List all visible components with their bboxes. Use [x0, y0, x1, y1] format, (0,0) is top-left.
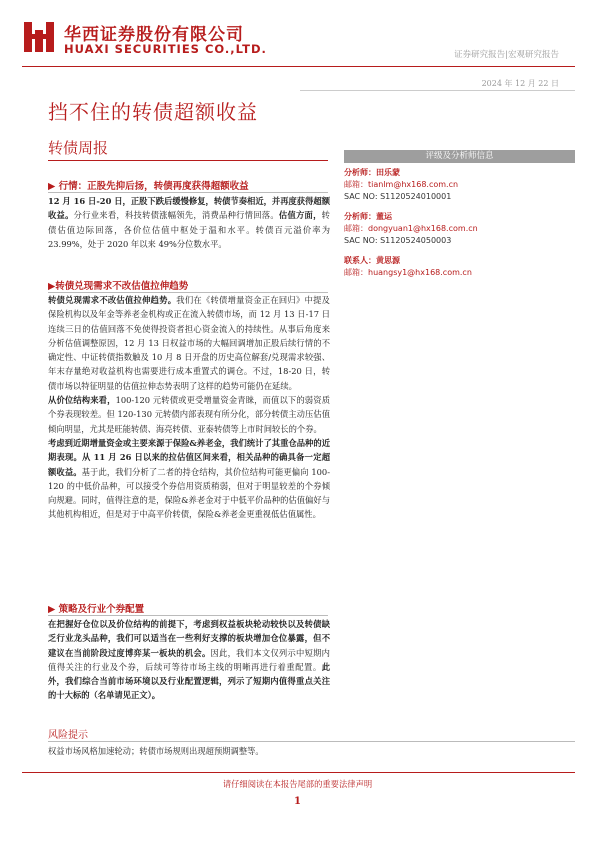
valuation-text: 转债估值边际回落，各价位估值中枢处于温和水平。转债百元溢价率为 23.99%，处于 2020 年以来 49%分位数水平。: [48, 210, 330, 249]
date-divider: [300, 90, 575, 91]
trend-text: 我们在《转债增量资金正在回归》中提及保险机构以及年金等养老金机构或正在流入转债市场，而 12 月 13 日-17 日连续三日的估值回落不免使得投资者担心资金流入的持续性。从事后角度来分析估值调整原因，12 月 13 日权益市场的大幅回调增加正股后续行情的不确定性、中证转债指数触及 10 月 8 日开盘的历史高位解套/兑现需求较强、年末存量绝对收益机构也需要进行成本重置式的调仓。不过，18-20 日，转债市场以特征明显的估值拉伸态势表明了这样的趋势可能仍在延续。: [48, 295, 330, 391]
section-body-strategy: [48, 617, 330, 703]
contact-entry: [344, 255, 575, 279]
company-logo-icon: [22, 20, 56, 54]
report-date: 2024 年 12 月 22 日: [481, 79, 559, 88]
price-structure-lead: 从价位结构来看，: [48, 395, 116, 406]
analyst-name: 分析师：田乐蒙: [344, 168, 400, 177]
valuation-lead: 估值方面，: [278, 210, 322, 221]
header-divider: [22, 66, 575, 67]
risk-divider: [48, 741, 575, 742]
footer-divider: [22, 772, 575, 773]
section-divider: [48, 192, 328, 193]
analyst-email[interactable]: 邮箱：dongyuan1@hx168.com.cn: [344, 224, 478, 233]
analyst-sac: SAC NO: S1120524050003: [344, 236, 452, 245]
top-picks-text: 此外，我们综合当前市场环境以及行业配置逻辑，列示了短期内值得重点关注的十大标的（名单请见正文）。: [48, 661, 330, 701]
contact-name: 联系人：黄思源: [344, 256, 400, 265]
analyst-entry: [344, 167, 575, 203]
section-body-valuation-trend: [48, 293, 330, 522]
insurance-lead: 考虑到近期增量资金或主要来源于保险&养老金，我们统计了其重仓品种的近期表现。从 11 月 26 日以来的拉估值区间来看，相关品种的确具备一定超额收益。: [48, 437, 330, 477]
company-name-cn: 华西证券股份有限公司: [64, 25, 244, 45]
section-body-market: [48, 194, 330, 251]
legal-notice: 请仔细阅读在本报告尾部的重要法律声明: [222, 779, 373, 789]
analyst-entry: [344, 211, 575, 247]
analyst-sac: SAC NO: S1120524010001: [344, 192, 452, 201]
subtitle-divider: [48, 160, 328, 161]
risk-text: 权益市场风格加速轮动；转债市场规则出现超预期调整等。: [48, 746, 264, 756]
insurance-text: 基于此，我们分析了二者的持仓结构，其价位结构可能更偏向 100-120 的中低价品种，可以接受个券信用资质稍弱，但对于明显较差的个券倾向规避。同时，值得注意的是，保险&养老金对于中低平价品种的估值偏好与其他机构相近，但是对于中高平价转债，保险&养老金更重视低估值属性。: [48, 466, 330, 520]
strategy-text: 因此，我们本文仅列示中短期内值得关注的行业及个券，后续可等待市场主线的明晰再进行着重配置。: [48, 647, 330, 672]
risk-title: 风险提示: [48, 730, 88, 741]
report-title: 挡不住的转债超额收益: [48, 100, 258, 124]
strategy-lead: 在把握好仓位以及价位结构的前提下，考虑到权益板块轮动较快以及转债缺乏行业龙头品种，我们可以适当在一些利好支撑的板块增加仓位暴露，但不建议在当前阶段过度博弈某一板块的机会。: [48, 619, 330, 658]
company-name-en: HUAXI SECURITIES CO.,LTD.: [64, 42, 267, 56]
price-structure-text: 100-120 元转债或更受增量资金青睐，而值以下的弱资质个券表现较差。但 120-130 元转债内部表现有所分化，部分转债主动压估值倾向明显，尤其是旺能转债、海亮转债、亚泰转债等上市时间较长的个券。: [48, 395, 330, 434]
page-number: 1: [294, 796, 301, 807]
analyst-panel-heading: 评级及分析师信息: [344, 150, 575, 163]
trend-lead: 转债兑现需求不改估值拉伸趋势。: [48, 295, 177, 305]
report-category: 证券研究报告|宏观研究报告: [454, 50, 559, 60]
section-title-market: ▶ 行情：正股先抑后扬，转债再度获得超额收益: [48, 181, 249, 192]
section-title-strategy: ▶ 策略及行业个券配置: [48, 604, 145, 615]
report-subtitle: 转债周报: [48, 139, 109, 157]
analyst-panel: [344, 150, 575, 279]
analyst-email[interactable]: 邮箱：tianlm@hx168.com.cn: [344, 180, 459, 189]
market-text: 分行业来看，科技转债涨幅领先，消费品种行情回落。: [73, 210, 279, 221]
section-title-valuation-trend: ▶转债兑现需求不改估值拉伸趋势: [48, 281, 189, 292]
contact-email[interactable]: 邮箱：huangsy1@hx168.com.cn: [344, 268, 472, 277]
market-lead: 12 月 16 日-20 日，正股下跌后缓慢修复，转债节奏相近，并再度获得超额收益。: [48, 196, 330, 221]
analyst-name: 分析师：董运: [344, 212, 392, 221]
section-divider: [48, 615, 328, 616]
